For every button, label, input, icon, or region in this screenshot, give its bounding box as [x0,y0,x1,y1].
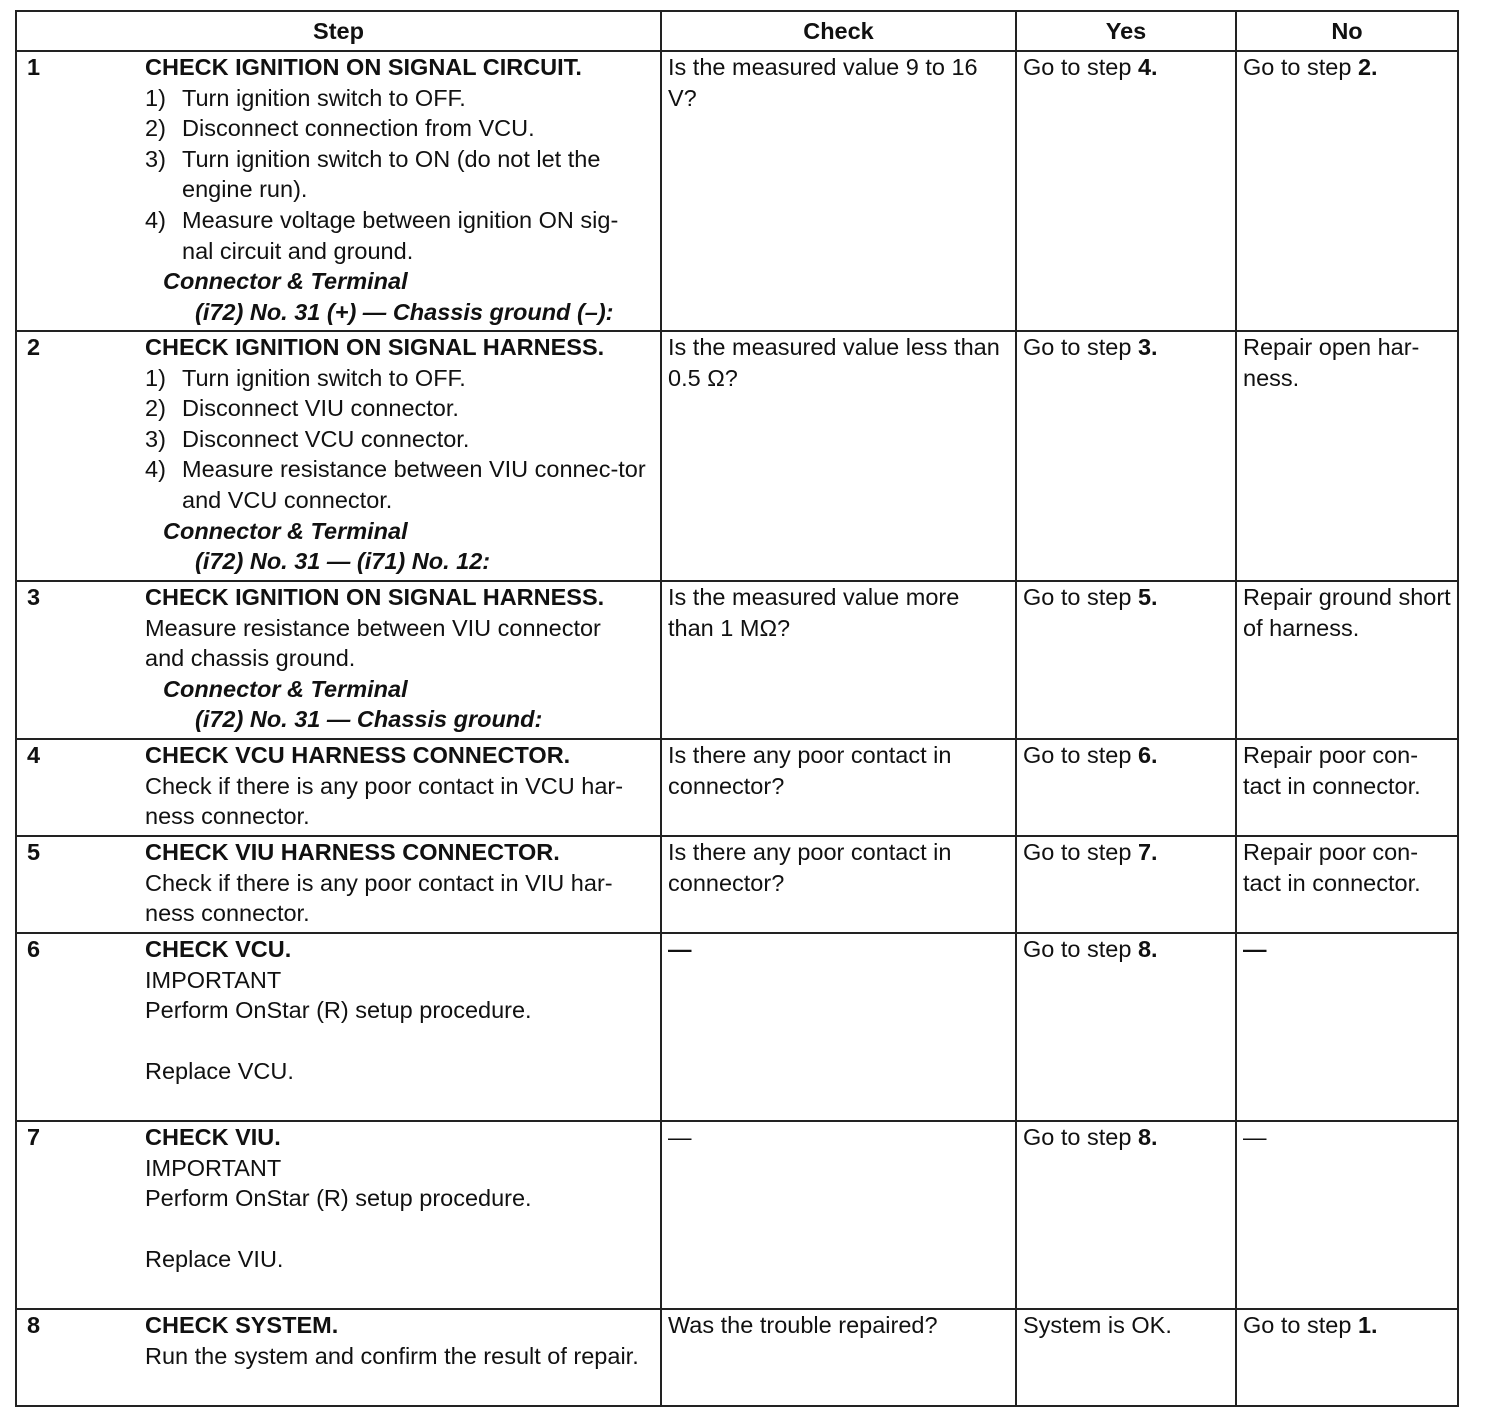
check-cell: Is the measured value 9 to 16 V? [661,51,1016,331]
table-row [16,51,1458,331]
table-row [16,836,1458,933]
no-cell: Go to step 2. [1236,51,1458,331]
check-cell: Is there any poor contact in connector? [661,836,1016,933]
no-cell: Repair open har-ness. [1236,331,1458,581]
step-cell [16,51,661,331]
list-item: 1) Turn ignition switch to OFF. [145,84,466,111]
step-title: CHECK IGNITION ON SIGNAL HARNESS. [145,584,605,610]
no-cell: — [1236,933,1458,1121]
list-item: 3) Disconnect VCU connector. [145,425,470,452]
step-title: CHECK IGNITION ON SIGNAL HARNESS. [145,334,605,360]
connector-terminal-value: (i72) No. 31 — Chassis ground: [195,706,543,733]
step-title: CHECK SYSTEM. [145,1312,339,1338]
step-text: Check if there is any poor contact in VIU har-ness connector. [145,869,613,927]
header-check: Check [661,11,1016,51]
step-text: Measure resistance between VIU connector and chassis ground. [145,614,601,672]
yes-cell: Go to step 8. [1016,1121,1236,1309]
check-cell: Is there any poor contact in connector? [661,739,1016,836]
list-item: 3) Turn ignition switch to ON (do not let the engine run). [145,145,601,203]
step-number: 4 [27,742,41,768]
step-number: 6 [27,936,41,962]
no-cell: — [1236,1121,1458,1309]
no-cell: Repair poor con-tact in connector. [1236,739,1458,836]
replace-text: Replace VCU. [145,1058,294,1085]
step-cell [16,581,661,739]
connector-terminal-value: (i72) No. 31 (+) — Chassis ground (–): [195,298,614,325]
yes-cell: Go to step 3. [1016,331,1236,581]
list-item: 2) Disconnect VIU connector. [145,395,459,422]
step-cell [16,739,661,836]
connector-terminal-label: Connector & Terminal [163,517,408,544]
step-cell [16,1121,661,1309]
list-item: 4) Measure resistance between VIU connec-tor and VCU connector. [145,456,646,513]
table-row [16,1309,1458,1406]
step-number: 2 [27,334,41,360]
step-cell [16,933,661,1121]
yes-cell: Go to step 5. [1016,581,1236,739]
diagnostic-table [15,10,1459,1407]
step-title: CHECK VIU HARNESS CONNECTOR. [145,839,560,865]
table-row [16,1121,1458,1309]
step-cell [16,1309,661,1406]
table-row [16,739,1458,836]
connector-terminal-value: (i72) No. 31 — (i71) No. 12: [195,548,491,575]
step-number: 7 [27,1124,41,1150]
yes-cell: Go to step 6. [1016,739,1236,836]
header-no: No [1236,11,1458,51]
important-text: Perform OnStar (R) setup procedure. [145,997,532,1024]
list-item: 2) Disconnect connection from VCU. [145,115,535,142]
step-number: 1 [27,54,41,80]
connector-terminal-label: Connector & Terminal [163,675,408,702]
no-cell: Repair poor con-tact in connector. [1236,836,1458,933]
no-cell: Go to step 1. [1236,1309,1458,1406]
check-cell: — [661,1121,1016,1309]
step-number: 8 [27,1312,41,1338]
important-label: IMPORTANT [145,1154,282,1181]
list-item: 4) Measure voltage between ignition ON sig-nal circuit and ground. [145,206,619,264]
yes-cell: System is OK. [1016,1309,1236,1406]
check-cell: Was the trouble repaired? [661,1309,1016,1406]
check-cell: Is the measured value more than 1 MΩ? [661,581,1016,739]
step-title: CHECK VCU. [145,936,292,962]
table-row [16,331,1458,581]
important-label: IMPORTANT [145,966,282,993]
step-title: CHECK VIU. [145,1124,281,1150]
replace-text: Replace VIU. [145,1246,284,1273]
check-cell: — [661,933,1016,1121]
step-text: Check if there is any poor contact in VCU har-ness connector. [145,772,624,830]
table-row [16,933,1458,1121]
yes-cell: Go to step 8. [1016,933,1236,1121]
step-text: Run the system and confirm the result of repair. [145,1342,639,1369]
yes-cell: Go to step 7. [1016,836,1236,933]
table-row [16,581,1458,739]
step-number: 5 [27,839,41,865]
check-cell: Is the measured value less than 0.5 Ω? [661,331,1016,581]
yes-cell: Go to step 4. [1016,51,1236,331]
step-cell [16,331,661,581]
step-number: 3 [27,584,41,610]
header-row [16,11,1458,51]
header-step: Step [16,11,661,51]
important-text: Perform OnStar (R) setup procedure. [145,1185,532,1212]
no-cell: Repair ground short of harness. [1236,581,1458,739]
list-item: 1) Turn ignition switch to OFF. [145,364,466,391]
header-yes: Yes [1016,11,1236,51]
step-title: CHECK VCU HARNESS CONNECTOR. [145,742,571,768]
step-title: CHECK IGNITION ON SIGNAL CIRCUIT. [145,54,582,80]
step-cell [16,836,661,933]
connector-terminal-label: Connector & Terminal [163,268,408,295]
